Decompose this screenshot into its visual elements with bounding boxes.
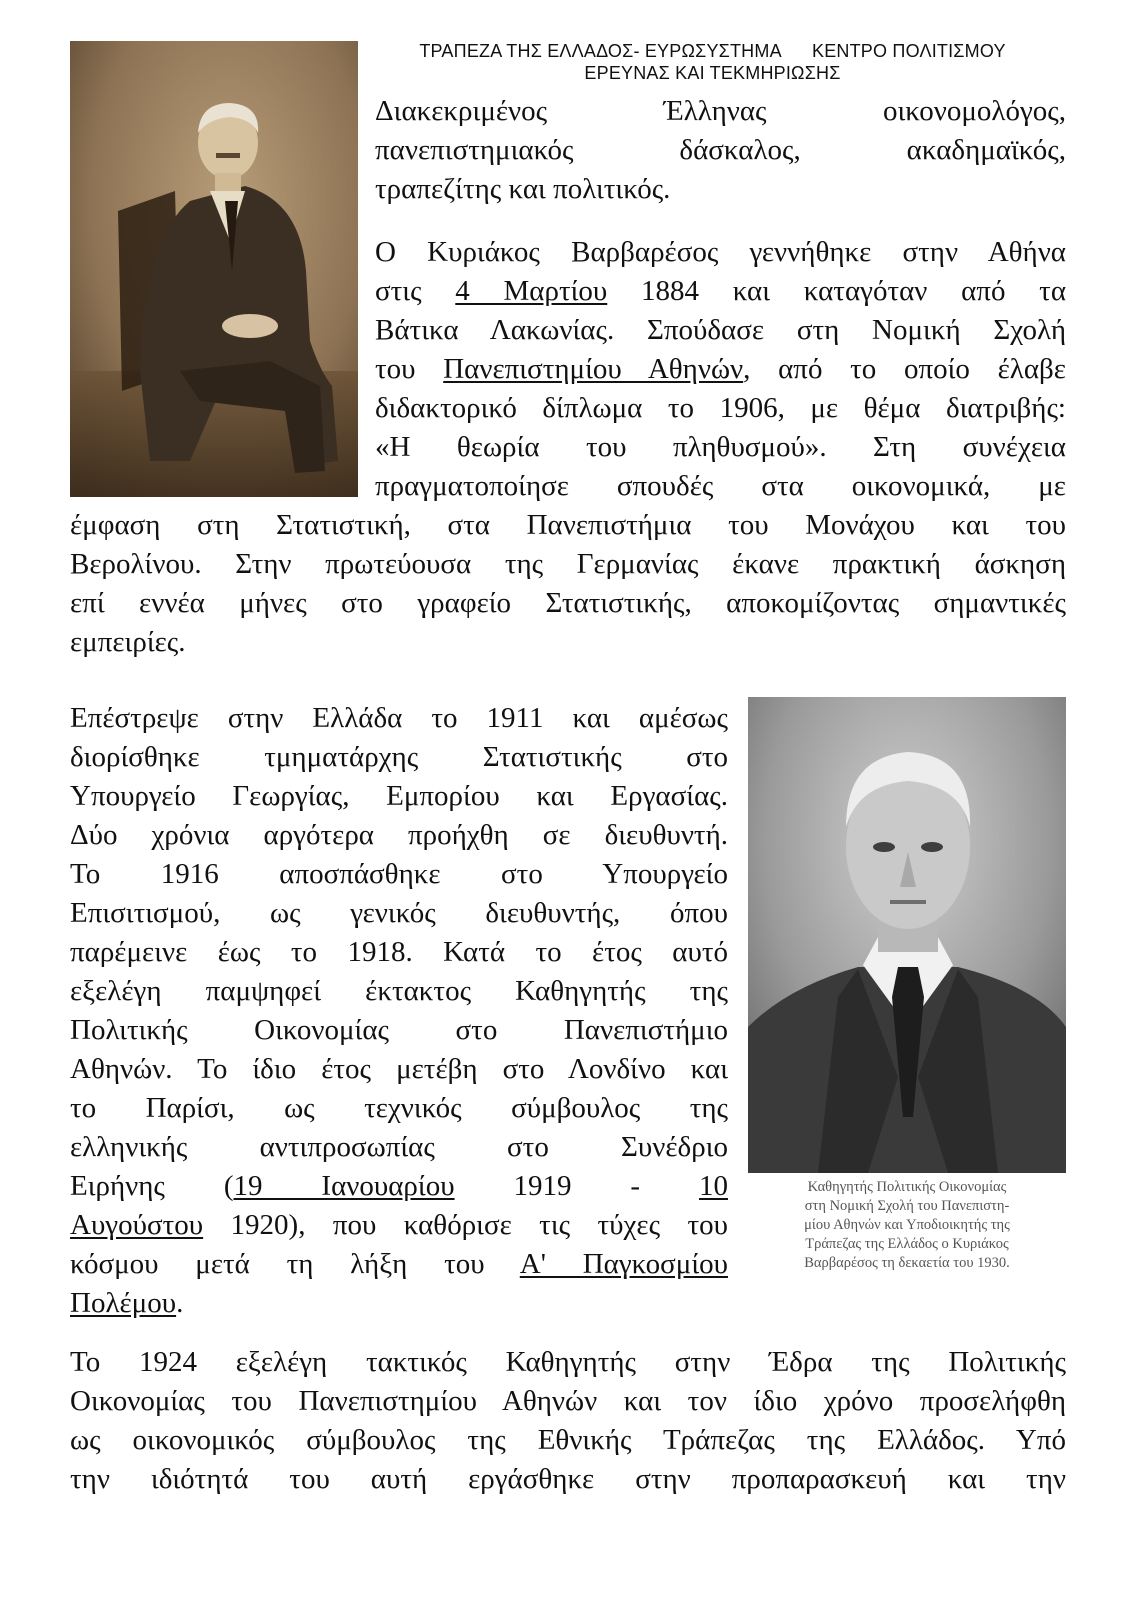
p1-line-4: του Πανεπιστημίου Αθηνών, από το οποίο έλαβε: [375, 353, 1066, 385]
p1-line-7: πραγματοποίησε σπουδές στα οικονομικά, με: [375, 470, 1066, 502]
p1-line-8: έμφαση στη Στατιστική, στα Πανεπιστήμια του Μονάχου και του: [70, 509, 1066, 541]
date-link-10[interactable]: 10: [699, 1170, 728, 1202]
p2-line-4: Δύο χρόνια αργότερα προήχθη σε διευθυντή.: [70, 819, 728, 851]
p3-line-2: Οικονομίας του Πανεπιστημίου Αθηνών και τον ίδιο χρόνο προσελήφθη: [70, 1385, 1066, 1417]
p2-line-14: Αυγούστου 1920), που καθόρισε τις τύχες του: [70, 1209, 728, 1241]
p3-line-4: την ιδιότητά του αυτή εργάσθηκε στην προπαρασκευή και την: [70, 1463, 1066, 1495]
portrait-photo-seated: [70, 41, 358, 497]
date-link-4-march[interactable]: 4 Μαρτίου: [455, 275, 608, 307]
p2-line-13: Ειρήνης (19 Ιανουαρίου 1919 - 10: [70, 1170, 728, 1202]
war-link[interactable]: Πολέμου: [70, 1287, 177, 1319]
page-header: [360, 40, 1065, 84]
p2-line-5: Το 1916 αποσπάσθηκε στο Υπουργείο: [70, 858, 728, 890]
p1-line-5: διδακτορικό δίπλωμα το 1906, με θέμα διατριβής:: [375, 392, 1066, 424]
p2-line-1: Επέστρεψε στην Ελλάδα το 1911 και αμέσως: [70, 702, 728, 734]
p2-line-7: παρέμεινε έως το 1918. Κατά το έτος αυτό: [70, 936, 728, 968]
intro-line-2: πανεπιστημιακός δάσκαλος, ακαδημαϊκός,: [375, 134, 1066, 166]
paragraph-1-wrapped: [375, 233, 1066, 506]
p1-line-11: εμπειρίες.: [70, 626, 186, 658]
p2-line-8: εξελέγη παμψηφεί έκτακτος Καθηγητής της: [70, 975, 728, 1007]
p3-line-3: ως οικονομικός σύμβουλος της Εθνικής Τράπεζας της Ελλάδος. Υπό: [70, 1424, 1066, 1456]
p2-line-10: Αθηνών. Το ίδιο έτος μετέβη στο Λονδίνο και: [70, 1053, 728, 1085]
intro-line-3: τραπεζίτης και πολιτικός.: [375, 173, 671, 205]
p2-line-6: Επισιτισμού, ως γενικός διευθυντής, όπου: [70, 897, 728, 929]
p2-line-2: διορίσθηκε τμηματάρχης Στατιστικής στο: [70, 741, 728, 773]
date-link-august[interactable]: Αυγούστου: [70, 1209, 204, 1241]
p1-line-2: στις 4 Μαρτίου 1884 και καταγόταν από τα: [375, 275, 1067, 307]
p2-line-9: Πολιτικής Οικονομίας στο Πανεπιστήμιο: [70, 1014, 728, 1046]
paragraph-2: [70, 699, 728, 1323]
photo-caption: Καθηγητής Πολιτικής Οικονομίας στη Νομική Σχολή του Πανεπιστη- μίου Αθηνών και Υποδιοικητής της Τράπεζας της Ελλάδος ο Κυριάκος Βαρβαρέσος τη δεκαετία του 1930.: [804, 1179, 1010, 1271]
date-link-19-january[interactable]: 19 Ιανουαρίου: [233, 1170, 455, 1202]
p2-line-12: ελληνικής αντιπροσωπίας στο Συνέδριο: [70, 1131, 728, 1163]
p3-line-1: Το 1924 εξελέγη τακτικός Καθηγητής στην Έδρα της Πολιτικής: [70, 1346, 1066, 1378]
p1-line-9: Βερολίνου. Στην πρωτεύουσα της Γερμανίας έκανε πρακτική άσκηση: [70, 548, 1066, 580]
header-line-1: ΤΡΑΠΕΖΑ ΤΗΣ ΕΛΛΑΔΟΣ- ΕΥΡΩΣΥΣΤΗΜΑ ΚΕΝΤΡΟ ΠΟΛΙΤΙΣΜΟΥ: [419, 41, 1006, 61]
header-line-2: ΕΡΕΥΝΑΣ ΚΑΙ ΤΕΚΜΗΡΙΩΣΗΣ: [584, 63, 841, 83]
p2-line-15: κόσμου μετά τη λήξη του Α' Παγκοσμίου: [70, 1248, 728, 1280]
paragraph-1-full: [70, 506, 1066, 662]
intro-line-1: Διακεκριμένος Έλληνας οικονομολόγος,: [375, 95, 1066, 127]
p2-line-11: το Παρίσι, ως τεχνικός σύμβουλος της: [70, 1092, 728, 1124]
p2-line-16: Πολέμου.: [70, 1287, 184, 1319]
p2-line-3: Υπουργείο Γεωργίας, Εμπορίου και Εργασίας.: [70, 780, 728, 812]
p1-line-10: επί εννέα μήνες στο γραφείο Στατιστικής, αποκομίζοντας σημαντικές: [70, 587, 1066, 619]
portrait-photo-bw: [748, 697, 1066, 1173]
p1-line-3: Βάτικα Λακωνίας. Σπούδασε στη Νομική Σχολή: [375, 314, 1066, 346]
university-athens-link[interactable]: Πανεπιστημίου Αθηνών: [443, 353, 744, 385]
wwi-link[interactable]: Α' Παγκοσμίου: [519, 1248, 728, 1280]
p1-line-6: «Η θεωρία του πληθυσμού». Στη συνέχεια: [375, 431, 1066, 463]
p1-line-1: Ο Κυριάκος Βαρβαρέσος γεννήθηκε στην Αθήνα: [375, 236, 1066, 268]
paragraph-3: [70, 1343, 1066, 1499]
intro-paragraph: [375, 92, 1066, 209]
